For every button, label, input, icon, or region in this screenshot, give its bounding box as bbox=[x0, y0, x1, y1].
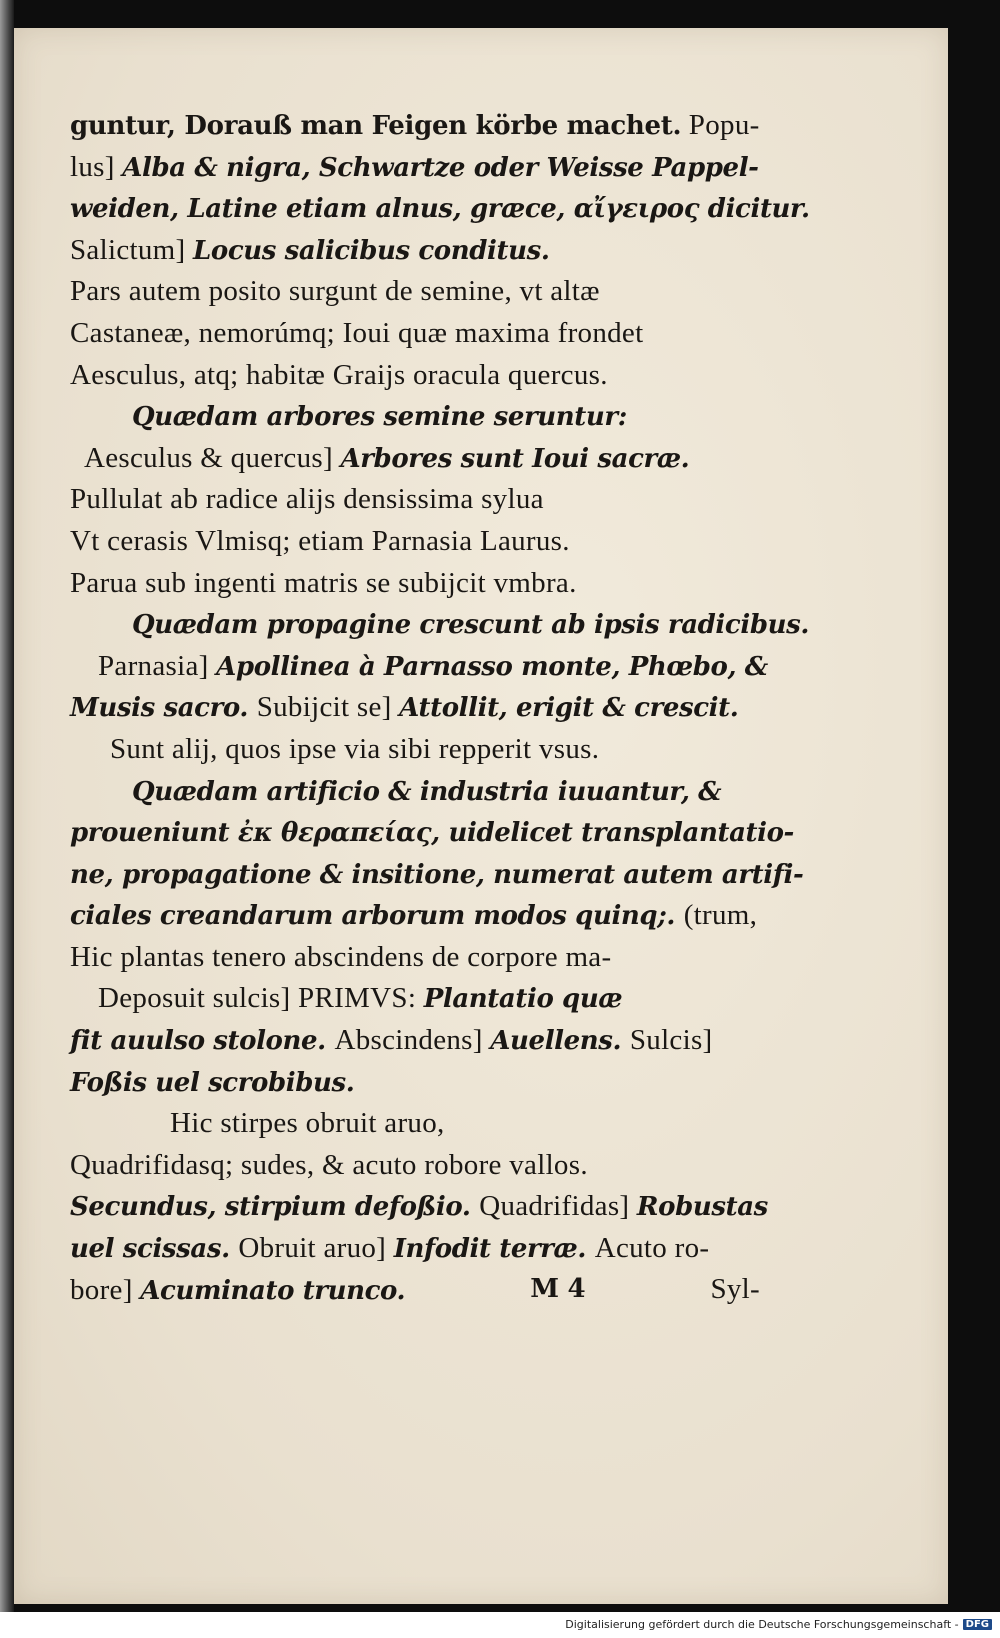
text-line bbox=[70, 146, 810, 188]
commentary-text: Robustas bbox=[636, 1192, 768, 1223]
text-line bbox=[70, 1019, 810, 1061]
book-spine-edge bbox=[0, 0, 14, 1612]
text-line bbox=[70, 853, 810, 895]
text-line bbox=[70, 770, 810, 812]
commentary-text: guntur, Dorauß man Feigen körbe machet. bbox=[70, 111, 682, 141]
digitization-credit bbox=[565, 1618, 992, 1631]
commentary-text: Musis sacro. bbox=[70, 693, 257, 724]
page-text-block bbox=[70, 104, 810, 1310]
commentary-text: Quædam arbores semine seruntur: bbox=[132, 402, 627, 433]
commentary-text: Foßis uel scrobibus. bbox=[70, 1067, 355, 1098]
commentary-text: weiden, Latine etiam alnus, græce, αἴγειρος dicitur. bbox=[70, 194, 810, 225]
text-line bbox=[70, 395, 810, 437]
verse-text: Hic plantas tenero abscindens de corpore ma- bbox=[70, 940, 612, 973]
text-line bbox=[70, 520, 810, 562]
text-line bbox=[70, 1185, 810, 1227]
verse-text: Deposuit sulcis] bbox=[98, 982, 299, 1015]
commentary-text: Infodit terræ. bbox=[393, 1234, 595, 1265]
verse-text: bore] bbox=[70, 1273, 141, 1306]
text-line bbox=[70, 1102, 810, 1144]
text-line bbox=[70, 1061, 810, 1103]
commentary-text: ne, propagatione & insitione, numerat autem artifi- bbox=[70, 859, 804, 890]
commentary-text: uel scissas. bbox=[70, 1234, 239, 1265]
verse-text: Parnasia] bbox=[98, 649, 217, 682]
text-line bbox=[70, 312, 810, 354]
commentary-text: Arbores sunt Ioui sacræ. bbox=[340, 443, 690, 474]
commentary-text: Plantatio quæ bbox=[423, 984, 623, 1015]
verse-text: Quadrifidasq; sudes, & acuto robore vallos. bbox=[70, 1148, 588, 1181]
verse-text: Pars autem posito surgunt de semine, vt altæ bbox=[70, 275, 600, 308]
commentary-text: Quædam artificio & industria iuuantur, & bbox=[132, 776, 722, 807]
commentary-text: fit auulso stolone. bbox=[70, 1026, 335, 1057]
last-line bbox=[70, 1269, 760, 1311]
commentary-text: Quædam propagine crescunt ab ipsis radicibus. bbox=[132, 610, 809, 641]
verse-text: lus] bbox=[70, 150, 123, 183]
signature-mark: M 4 bbox=[530, 1273, 586, 1304]
commentary-text: proueniunt ἐκ θεραπείας, uidelicet transplantatio- bbox=[70, 818, 794, 849]
text-line bbox=[70, 603, 810, 645]
text-line bbox=[70, 229, 810, 271]
verse-text: Subijcit se] bbox=[256, 691, 400, 724]
verse-text: Parua sub ingenti matris se subijcit vmbra. bbox=[70, 566, 577, 599]
text-line bbox=[70, 811, 810, 853]
commentary-text: Auellens. bbox=[490, 1026, 630, 1057]
verse-text: Hic stirpes obruit aruo, bbox=[170, 1107, 445, 1140]
text-line bbox=[70, 478, 810, 520]
text-line bbox=[70, 936, 810, 978]
text-line bbox=[70, 354, 810, 396]
verse-text: Aesculus & quercus] bbox=[84, 441, 341, 474]
commentary-text: Alba & nigra, Schwartze oder Weisse Pappel- bbox=[122, 152, 759, 183]
verse-text: Popu- bbox=[681, 109, 760, 141]
verse-text: PRIMVS: bbox=[298, 982, 424, 1015]
text-line bbox=[70, 977, 810, 1019]
catchword: Syl- bbox=[710, 1272, 760, 1305]
verse-text: Abscindens] bbox=[334, 1024, 491, 1057]
commentary-text: Locus salicibus conditus. bbox=[193, 235, 550, 266]
text-line bbox=[70, 1227, 810, 1269]
verse-text: Sulcis] bbox=[629, 1024, 713, 1057]
verse-text: Quadrifidas] bbox=[479, 1190, 637, 1223]
text-line bbox=[70, 437, 810, 479]
text-line bbox=[70, 270, 810, 312]
commentary-text: Secundus, stirpium defoßio. bbox=[70, 1192, 480, 1223]
text-line bbox=[70, 728, 810, 770]
verse-text: Obruit aruo] bbox=[238, 1232, 394, 1265]
text-line bbox=[70, 686, 810, 728]
commentary-text: Apollinea à Parnasso monte, Phœbo, & bbox=[216, 651, 768, 682]
verse-text: Aesculus, atq; habitæ Graijs oracula quercus. bbox=[70, 358, 608, 391]
text-line bbox=[70, 562, 810, 604]
text-line bbox=[70, 187, 810, 229]
text-line bbox=[70, 645, 810, 687]
verse-text: Pullulat ab radice alijs densissima sylua bbox=[70, 483, 544, 516]
verse-text: Vt cerasis Vlmisq; etiam Parnasia Laurus. bbox=[70, 524, 570, 557]
commentary-text: Acuminato trunco. bbox=[140, 1275, 406, 1306]
text-line bbox=[70, 894, 810, 936]
commentary-text: ciales creandarum arborum modos quinq;. bbox=[70, 901, 684, 932]
credit-text: Digitalisierung gefördert durch die Deutsche Forschungsgemeinschaft - bbox=[565, 1618, 959, 1631]
verse-text: Castaneæ, nemorúmq; Ioui quæ maxima frondet bbox=[70, 316, 644, 349]
verse-text: Salictum] bbox=[70, 233, 194, 266]
commentary-text: Attollit, erigit & crescit. bbox=[399, 693, 739, 724]
verse-text: (trum, bbox=[683, 899, 758, 932]
verse-text: Acuto ro- bbox=[594, 1232, 710, 1265]
last-line-text bbox=[70, 1269, 405, 1311]
text-line bbox=[70, 1144, 810, 1186]
book-page bbox=[14, 28, 948, 1604]
verse-text: Sunt alij, quos ipse via sibi repperit vsus. bbox=[110, 732, 600, 765]
dfg-logo: DFG bbox=[963, 1619, 992, 1630]
text-line bbox=[70, 104, 810, 146]
